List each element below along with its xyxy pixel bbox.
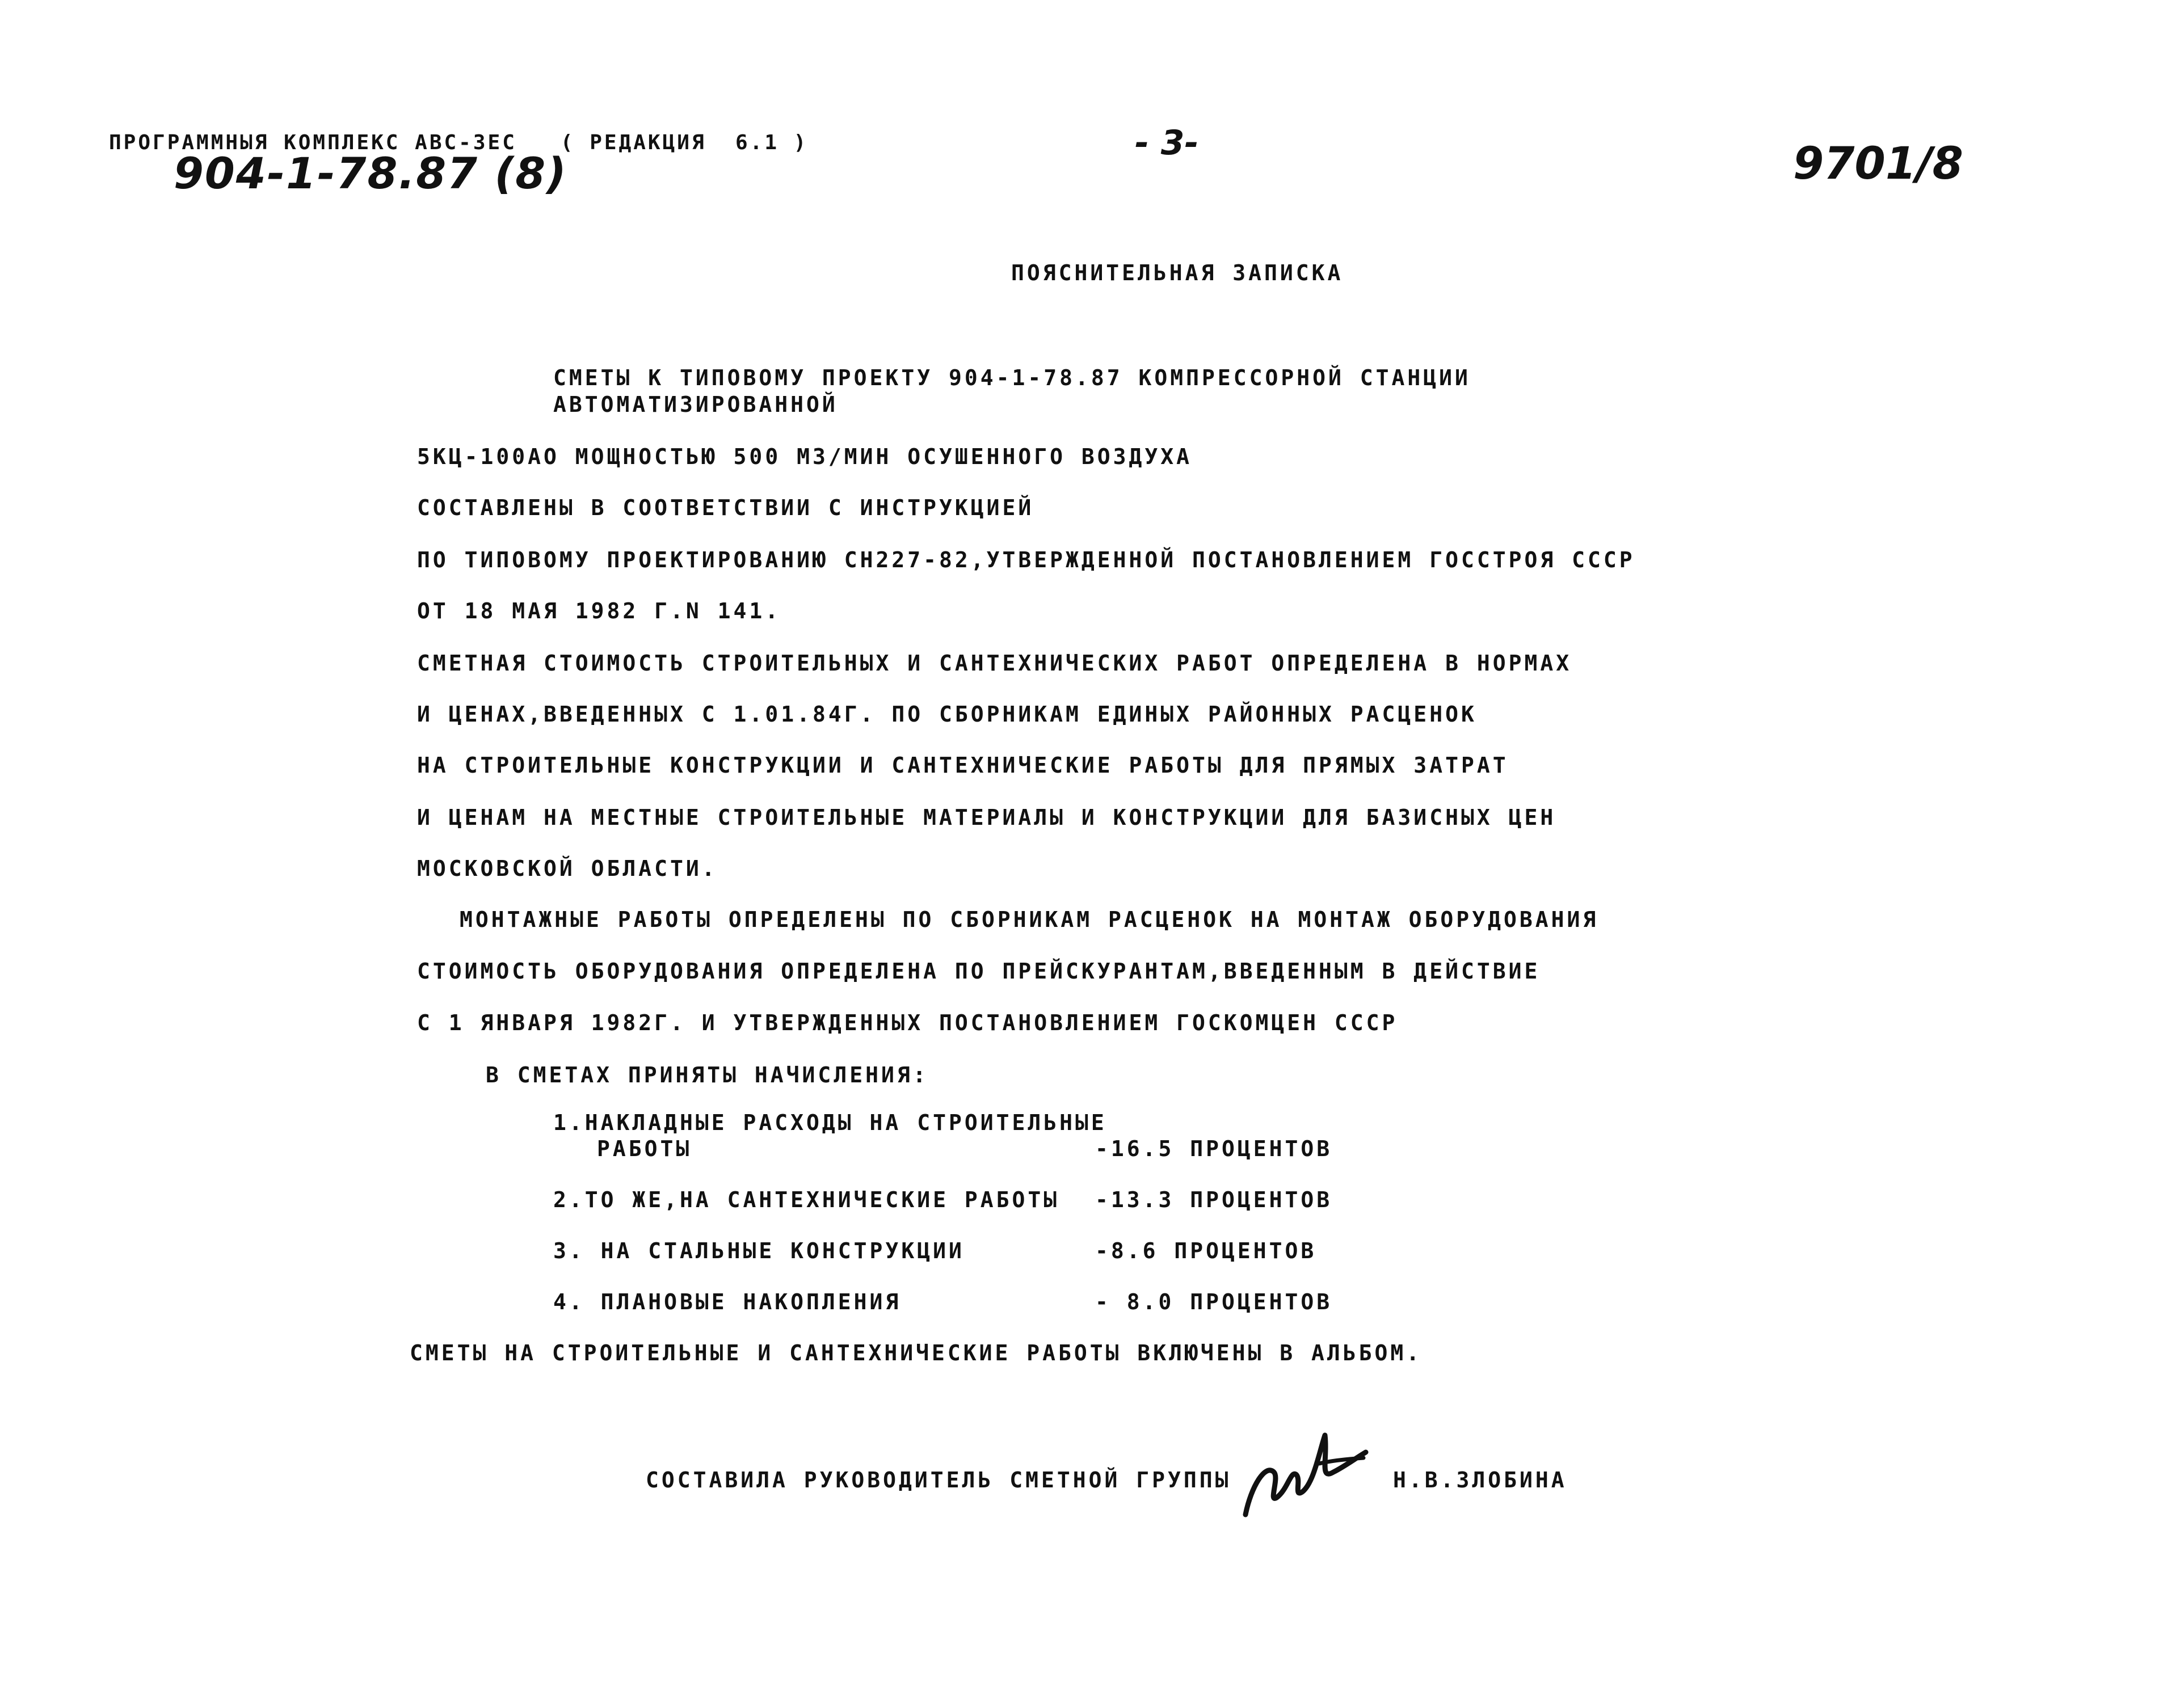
closing-statement: СМЕТЫ НА СТРОИТЕЛЬНЫЕ И САНТЕХНИЧЕСКИЕ РАБОТЫ ВКЛЮЧЕНЫ В АЛЬБОМ. xyxy=(410,1340,1423,1365)
body-line-11: МОСКОВСКОЙ ОБЛАСТИ. xyxy=(417,856,718,881)
body-line-3: 5КЦ-100АО МОЩНОСТЬЮ 500 М3/МИН ОСУШЕННОГО ВОЗДУХА xyxy=(417,444,1193,469)
body-line-5: ПО ТИПОВОМУ ПРОЕКТИРОВАНИЮ СН227-82,УТВЕРЖДЕННОЙ ПОСТАНОВЛЕНИЕМ ГОССТРОЯ СССР xyxy=(417,547,1635,572)
charge-3-label: 3. НА СТАЛЬНЫЕ КОНСТРУКЦИИ xyxy=(553,1238,965,1263)
body-line-4: СОСТАВЛЕНЫ В СООТВЕТСТВИИ С ИНСТРУКЦИЕЙ xyxy=(417,495,1034,520)
intro-line-2: АВТОМАТИЗИРОВАННОЙ xyxy=(553,392,838,417)
charge-1-label: 1.НАКЛАДНЫЕ РАСХОДЫ НА СТРОИТЕЛЬНЫЕ xyxy=(553,1110,1107,1135)
handwritten-project-code: 904-1-78.87 (8) xyxy=(174,148,567,199)
program-header: ПРОГРАММНЫЯ КОМПЛЕКС АВС-3ЕС ( РЕДАКЦИЯ 6.1 ) xyxy=(109,131,809,154)
body-line-9: НА СТРОИТЕЛЬНЫЕ КОНСТРУКЦИИ И САНТЕХНИЧЕСКИЕ РАБОТЫ ДЛЯ ПРЯМЫХ ЗАТРАТ xyxy=(417,753,1509,778)
charges-heading: В СМЕТАХ ПРИНЯТЫ НАЧИСЛЕНИЯ: xyxy=(486,1062,929,1087)
charge-4-value: - 8.0 ПРОЦЕНТОВ xyxy=(1095,1289,1333,1314)
body-line-13: СТОИМОСТЬ ОБОРУДОВАНИЯ ОПРЕДЕЛЕНА ПО ПРЕЙСКУРАНТАМ,ВВЕДЕННЫМ В ДЕЙСТВИЕ xyxy=(417,959,1541,984)
body-line-6: ОТ 18 МАЯ 1982 Г.N 141. xyxy=(417,598,781,623)
body-line-14: С 1 ЯНВАРЯ 1982Г. И УТВЕРЖДЕННЫХ ПОСТАНОВЛЕНИЕМ ГОСКОМЦЕН СССР xyxy=(417,1010,1398,1035)
charge-1-label-cont: РАБОТЫ xyxy=(597,1136,692,1161)
document-title: ПОЯСНИТЕЛЬНАЯ ЗАПИСКА xyxy=(1011,260,1344,285)
charge-2-label: 2.ТО ЖЕ,НА САНТЕХНИЧЕСКИЕ РАБОТЫ xyxy=(553,1187,1060,1212)
handwritten-document-number: 9701/8 xyxy=(1793,138,1963,189)
body-line-12: МОНТАЖНЫЕ РАБОТЫ ОПРЕДЕЛЕНЫ ПО СБОРНИКАМ РАСЦЕНОК НА МОНТАЖ ОБОРУДОВАНИЯ xyxy=(460,907,1599,932)
page-number: - 3- xyxy=(1135,123,1199,163)
charge-3-value: -8.6 ПРОЦЕНТОВ xyxy=(1095,1238,1317,1263)
intro-line-1: СМЕТЫ К ТИПОВОМУ ПРОЕКТУ 904-1-78.87 КОМПРЕССОРНОЙ СТАНЦИИ xyxy=(553,365,1471,390)
charge-1-value: -16.5 ПРОЦЕНТОВ xyxy=(1095,1136,1333,1161)
handwritten-signature xyxy=(1234,1418,1370,1520)
charge-2-value: -13.3 ПРОЦЕНТОВ xyxy=(1095,1187,1333,1212)
body-line-8: И ЦЕНАХ,ВВЕДЕННЫХ С 1.01.84Г. ПО СБОРНИКАМ ЕДИНЫХ РАЙОННЫХ РАСЦЕНОК xyxy=(417,702,1477,727)
body-line-10: И ЦЕНАМ НА МЕСТНЫЕ СТРОИТЕЛЬНЫЕ МАТЕРИАЛЫ И КОНСТРУКЦИИ ДЛЯ БАЗИСНЫХ ЦЕН xyxy=(417,805,1556,830)
signatory-name: Н.В.ЗЛОБИНА xyxy=(1393,1468,1567,1492)
signoff-prefix: СОСТАВИЛА РУКОВОДИТЕЛЬ СМЕТНОЙ ГРУППЫ xyxy=(646,1468,1231,1492)
body-line-7: СМЕТНАЯ СТОИМОСТЬ СТРОИТЕЛЬНЫХ И САНТЕХНИЧЕСКИХ РАБОТ ОПРЕДЕЛЕНА В НОРМАХ xyxy=(417,651,1572,676)
charge-4-label: 4. ПЛАНОВЫЕ НАКОПЛЕНИЯ xyxy=(553,1289,902,1314)
